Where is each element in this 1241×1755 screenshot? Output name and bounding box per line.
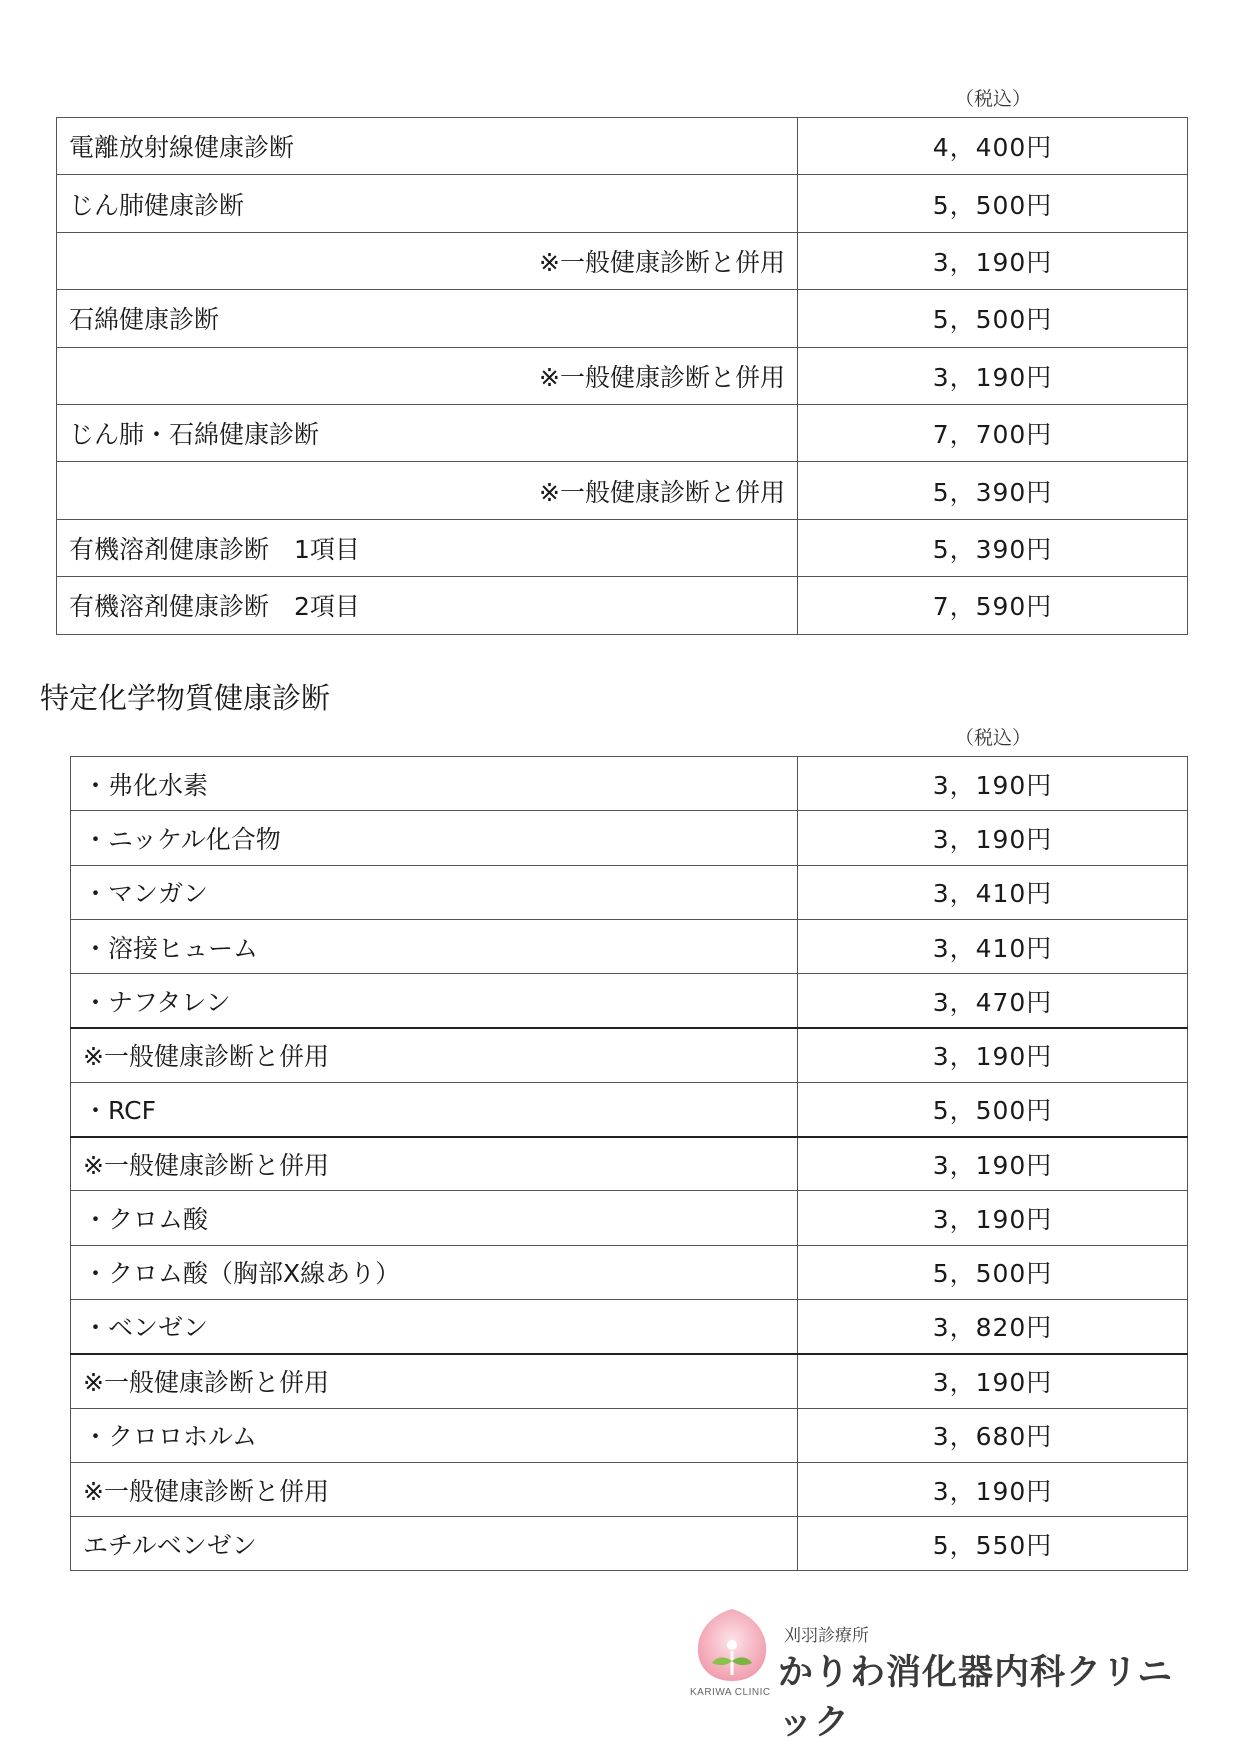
table-row bbox=[57, 462, 1188, 519]
chemical-exam-price-table bbox=[70, 756, 1188, 1571]
exam-name: ・弗化水素 bbox=[71, 757, 798, 811]
table-row bbox=[71, 919, 1188, 973]
exam-name: 有機溶剤健康診断 2項目 bbox=[57, 577, 798, 634]
exam-price: 5，500円 bbox=[798, 290, 1188, 347]
clinic-subtitle: 刈羽診療所 bbox=[784, 1626, 869, 1646]
table-row bbox=[57, 118, 1188, 175]
exam-price: 3，190円 bbox=[798, 1191, 1188, 1245]
exam-price: 3，410円 bbox=[798, 865, 1188, 919]
combined-exam-note: ※一般健康診断と併用 bbox=[57, 232, 798, 289]
table-row bbox=[71, 865, 1188, 919]
clinic-english-name: KARIWA CLINIC bbox=[690, 1687, 771, 1698]
exam-name: ・ベンゼン bbox=[71, 1299, 798, 1353]
table-row bbox=[71, 1408, 1188, 1462]
combined-exam-note: ※一般健康診断と併用 bbox=[71, 1462, 798, 1516]
combined-exam-note: ※一般健康診断と併用 bbox=[57, 347, 798, 404]
table-row bbox=[57, 175, 1188, 232]
table-row bbox=[71, 1354, 1188, 1408]
exam-price: 3，190円 bbox=[798, 757, 1188, 811]
tax-note-2: （税込） bbox=[955, 727, 1032, 749]
table-row bbox=[57, 404, 1188, 461]
exam-price: 3，820円 bbox=[798, 1299, 1188, 1353]
clinic-logo bbox=[690, 1605, 1200, 1743]
exam-name: ・ニッケル化合物 bbox=[71, 811, 798, 865]
table-row bbox=[71, 1028, 1188, 1082]
exam-price: 3，190円 bbox=[798, 1354, 1188, 1408]
exam-name: エチルベンゼン bbox=[71, 1517, 798, 1571]
exam-name: 電離放射線健康診断 bbox=[57, 118, 798, 175]
table-row bbox=[71, 1191, 1188, 1245]
exam-price: 4，400円 bbox=[798, 118, 1188, 175]
exam-price: 5，550円 bbox=[798, 1517, 1188, 1571]
exam-price: 3，190円 bbox=[798, 232, 1188, 289]
exam-name: 石綿健康診断 bbox=[57, 290, 798, 347]
table-row bbox=[71, 1137, 1188, 1191]
table-row bbox=[57, 290, 1188, 347]
exam-price: 3，680円 bbox=[798, 1408, 1188, 1462]
tax-note-1: （税込） bbox=[955, 88, 1032, 110]
exam-name: 有機溶剤健康診断 1項目 bbox=[57, 519, 798, 576]
exam-price: 7，590円 bbox=[798, 577, 1188, 634]
exam-name: じん肺健康診断 bbox=[57, 175, 798, 232]
exam-name: ・RCF bbox=[71, 1082, 798, 1136]
exam-name: ・ナフタレン bbox=[71, 974, 798, 1028]
exam-price: 3，190円 bbox=[798, 347, 1188, 404]
exam-name: ・クロム酸（胸部X線あり） bbox=[71, 1245, 798, 1299]
exam-price: 3，190円 bbox=[798, 1137, 1188, 1191]
exam-name: じん肺・石綿健康診断 bbox=[57, 404, 798, 461]
clinic-name: かりわ消化器内科クリニック bbox=[778, 1653, 1174, 1743]
table-row bbox=[71, 974, 1188, 1028]
exam-price: 5，390円 bbox=[798, 519, 1188, 576]
combined-exam-note: ※一般健康診断と併用 bbox=[71, 1137, 798, 1191]
exam-price: 3，470円 bbox=[798, 974, 1188, 1028]
combined-exam-note: ※一般健康診断と併用 bbox=[71, 1028, 798, 1082]
exam-price: 5，500円 bbox=[798, 175, 1188, 232]
exam-price: 3，190円 bbox=[798, 1462, 1188, 1516]
exam-name: ・クロロホルム bbox=[71, 1408, 798, 1462]
clinic-logo-icon bbox=[692, 1605, 772, 1685]
combined-exam-note: ※一般健康診断と併用 bbox=[71, 1354, 798, 1408]
exam-price: 3，190円 bbox=[798, 811, 1188, 865]
table-row bbox=[71, 1245, 1188, 1299]
exam-name: ・溶接ヒューム bbox=[71, 919, 798, 973]
exam-price: 5，390円 bbox=[798, 462, 1188, 519]
table-row bbox=[71, 757, 1188, 811]
exam-name: ・マンガン bbox=[71, 865, 798, 919]
table-row bbox=[71, 1082, 1188, 1136]
table-row bbox=[71, 811, 1188, 865]
table-row bbox=[57, 519, 1188, 576]
exam-price: 7，700円 bbox=[798, 404, 1188, 461]
exam-price: 3，190円 bbox=[798, 1028, 1188, 1082]
table-row bbox=[71, 1299, 1188, 1353]
exam-price: 5，500円 bbox=[798, 1082, 1188, 1136]
combined-exam-note: ※一般健康診断と併用 bbox=[57, 462, 798, 519]
table-row bbox=[71, 1517, 1188, 1571]
section-title: 特定化学物質健康診断 bbox=[40, 681, 331, 715]
table-row bbox=[57, 347, 1188, 404]
table-row bbox=[71, 1462, 1188, 1516]
exam-name: ・クロム酸 bbox=[71, 1191, 798, 1245]
table-row bbox=[57, 232, 1188, 289]
radiation-exam-price-table bbox=[56, 117, 1188, 635]
table-row bbox=[57, 577, 1188, 634]
exam-price: 5，500円 bbox=[798, 1245, 1188, 1299]
exam-price: 3，410円 bbox=[798, 919, 1188, 973]
